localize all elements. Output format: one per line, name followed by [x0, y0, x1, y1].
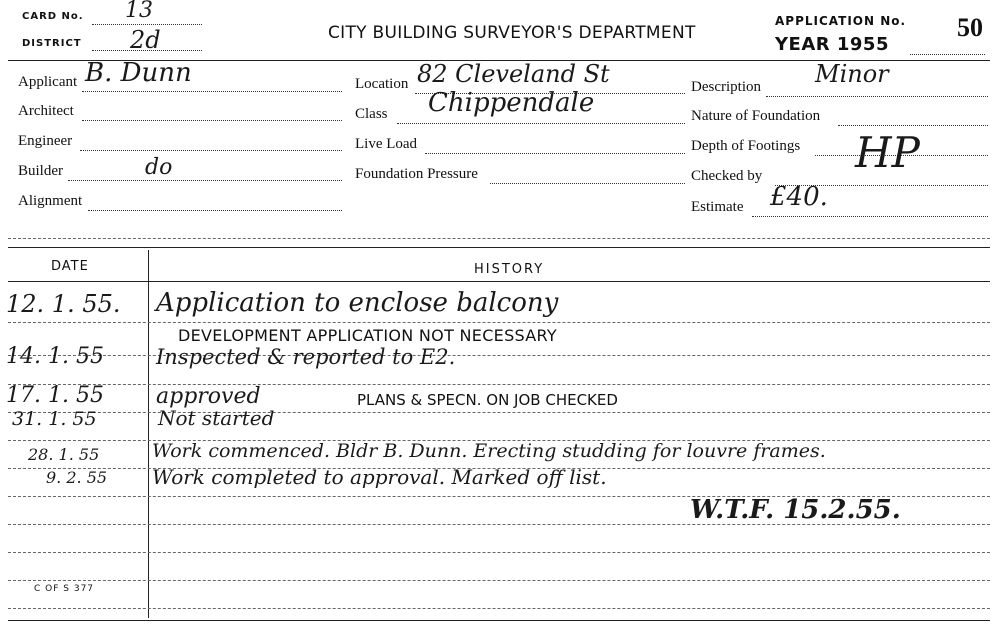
history-date: 28. 1. 55 [28, 445, 100, 464]
foundation-pressure-label: Foundation Pressure [355, 166, 478, 182]
section-divider-1 [8, 238, 990, 239]
description-label: Description [691, 79, 761, 95]
table-header-divider [8, 281, 990, 282]
location-value: 82 Cleveland St [417, 60, 610, 88]
plans-checked-stamp: PLANS & SPECN. ON JOB CHECKED [357, 391, 618, 409]
department-title: CITY BUILDING SURVEYOR'S DEPARTMENT [328, 23, 696, 43]
class-label: Class [355, 106, 388, 122]
location-label: Location [355, 76, 409, 92]
history-date: 9. 2. 55 [46, 468, 108, 487]
rule-line [8, 412, 990, 413]
engineer-line [80, 150, 342, 151]
district-label: DISTRICT [22, 38, 82, 49]
rule-line [8, 608, 990, 609]
foundation-pressure-line [490, 183, 685, 184]
alignment-line [88, 210, 342, 211]
district-value: 2d [130, 26, 161, 54]
class-value: Chippendale [428, 88, 595, 118]
engineer-label: Engineer [18, 133, 73, 149]
rule-line [8, 552, 990, 553]
application-no-value: 50 [957, 13, 983, 42]
date-header: DATE [51, 259, 89, 274]
year-label: YEAR 1955 [775, 34, 889, 55]
bottom-border [8, 620, 990, 621]
history-entry: Work commenced. Bldr B. Dunn. Erecting studding for louvre frames. [152, 440, 826, 462]
depth-of-footings-label: Depth of Footings [691, 138, 801, 154]
date-column-divider [148, 250, 149, 618]
card-no-line [92, 24, 202, 25]
builder-label: Builder [18, 163, 63, 179]
inspector-signature: W.T.F. 15.2.55. [690, 495, 901, 525]
live-load-line [425, 153, 685, 154]
history-date: 31. 1. 55 [12, 408, 97, 430]
history-date: 17. 1. 55 [6, 383, 104, 408]
estimate-value: £40. [770, 182, 828, 212]
checked-by-label: Checked by [691, 168, 763, 184]
estimate-line [752, 216, 988, 217]
architect-line [82, 120, 342, 121]
development-stamp: DEVELOPMENT APPLICATION NOT NECESSARY [178, 326, 558, 345]
nature-of-foundation-label: Nature of Foundation [691, 108, 821, 124]
checked-by-value: HP [855, 128, 920, 177]
description-value: Minor [815, 60, 889, 88]
builder-line [68, 180, 342, 181]
history-entry: approved [156, 384, 261, 409]
description-line [766, 96, 988, 97]
history-entry: Not started [158, 406, 275, 430]
architect-label: Architect [18, 103, 74, 119]
rule-line [8, 580, 990, 581]
rule-line [8, 322, 990, 323]
history-entry: Application to enclose balcony [156, 288, 559, 318]
applicant-line [82, 91, 342, 92]
class-line [397, 123, 685, 124]
estimate-label: Estimate [691, 199, 744, 215]
history-date: 14. 1. 55 [6, 344, 104, 369]
history-entry: Inspected & reported to E2. [156, 345, 456, 369]
application-no-label: APPLICATION No. [775, 14, 907, 28]
history-date: 12. 1. 55. [6, 290, 121, 318]
nature-of-foundation-line [838, 125, 988, 126]
history-header: HISTORY [474, 262, 545, 277]
form-code: C OF S 377 [34, 584, 95, 594]
card-no-label: CARD No. [22, 11, 84, 22]
live-load-label: Live Load [355, 136, 418, 152]
card-no-value: 13 [125, 0, 153, 23]
alignment-label: Alignment [18, 193, 83, 209]
applicant-label: Applicant [18, 74, 78, 90]
history-entry: Work completed to approval. Marked off list. [152, 465, 607, 489]
year-line [910, 54, 985, 55]
applicant-value: B. Dunn [85, 58, 192, 88]
section-divider-2 [8, 247, 990, 248]
builder-value: do [145, 155, 173, 180]
